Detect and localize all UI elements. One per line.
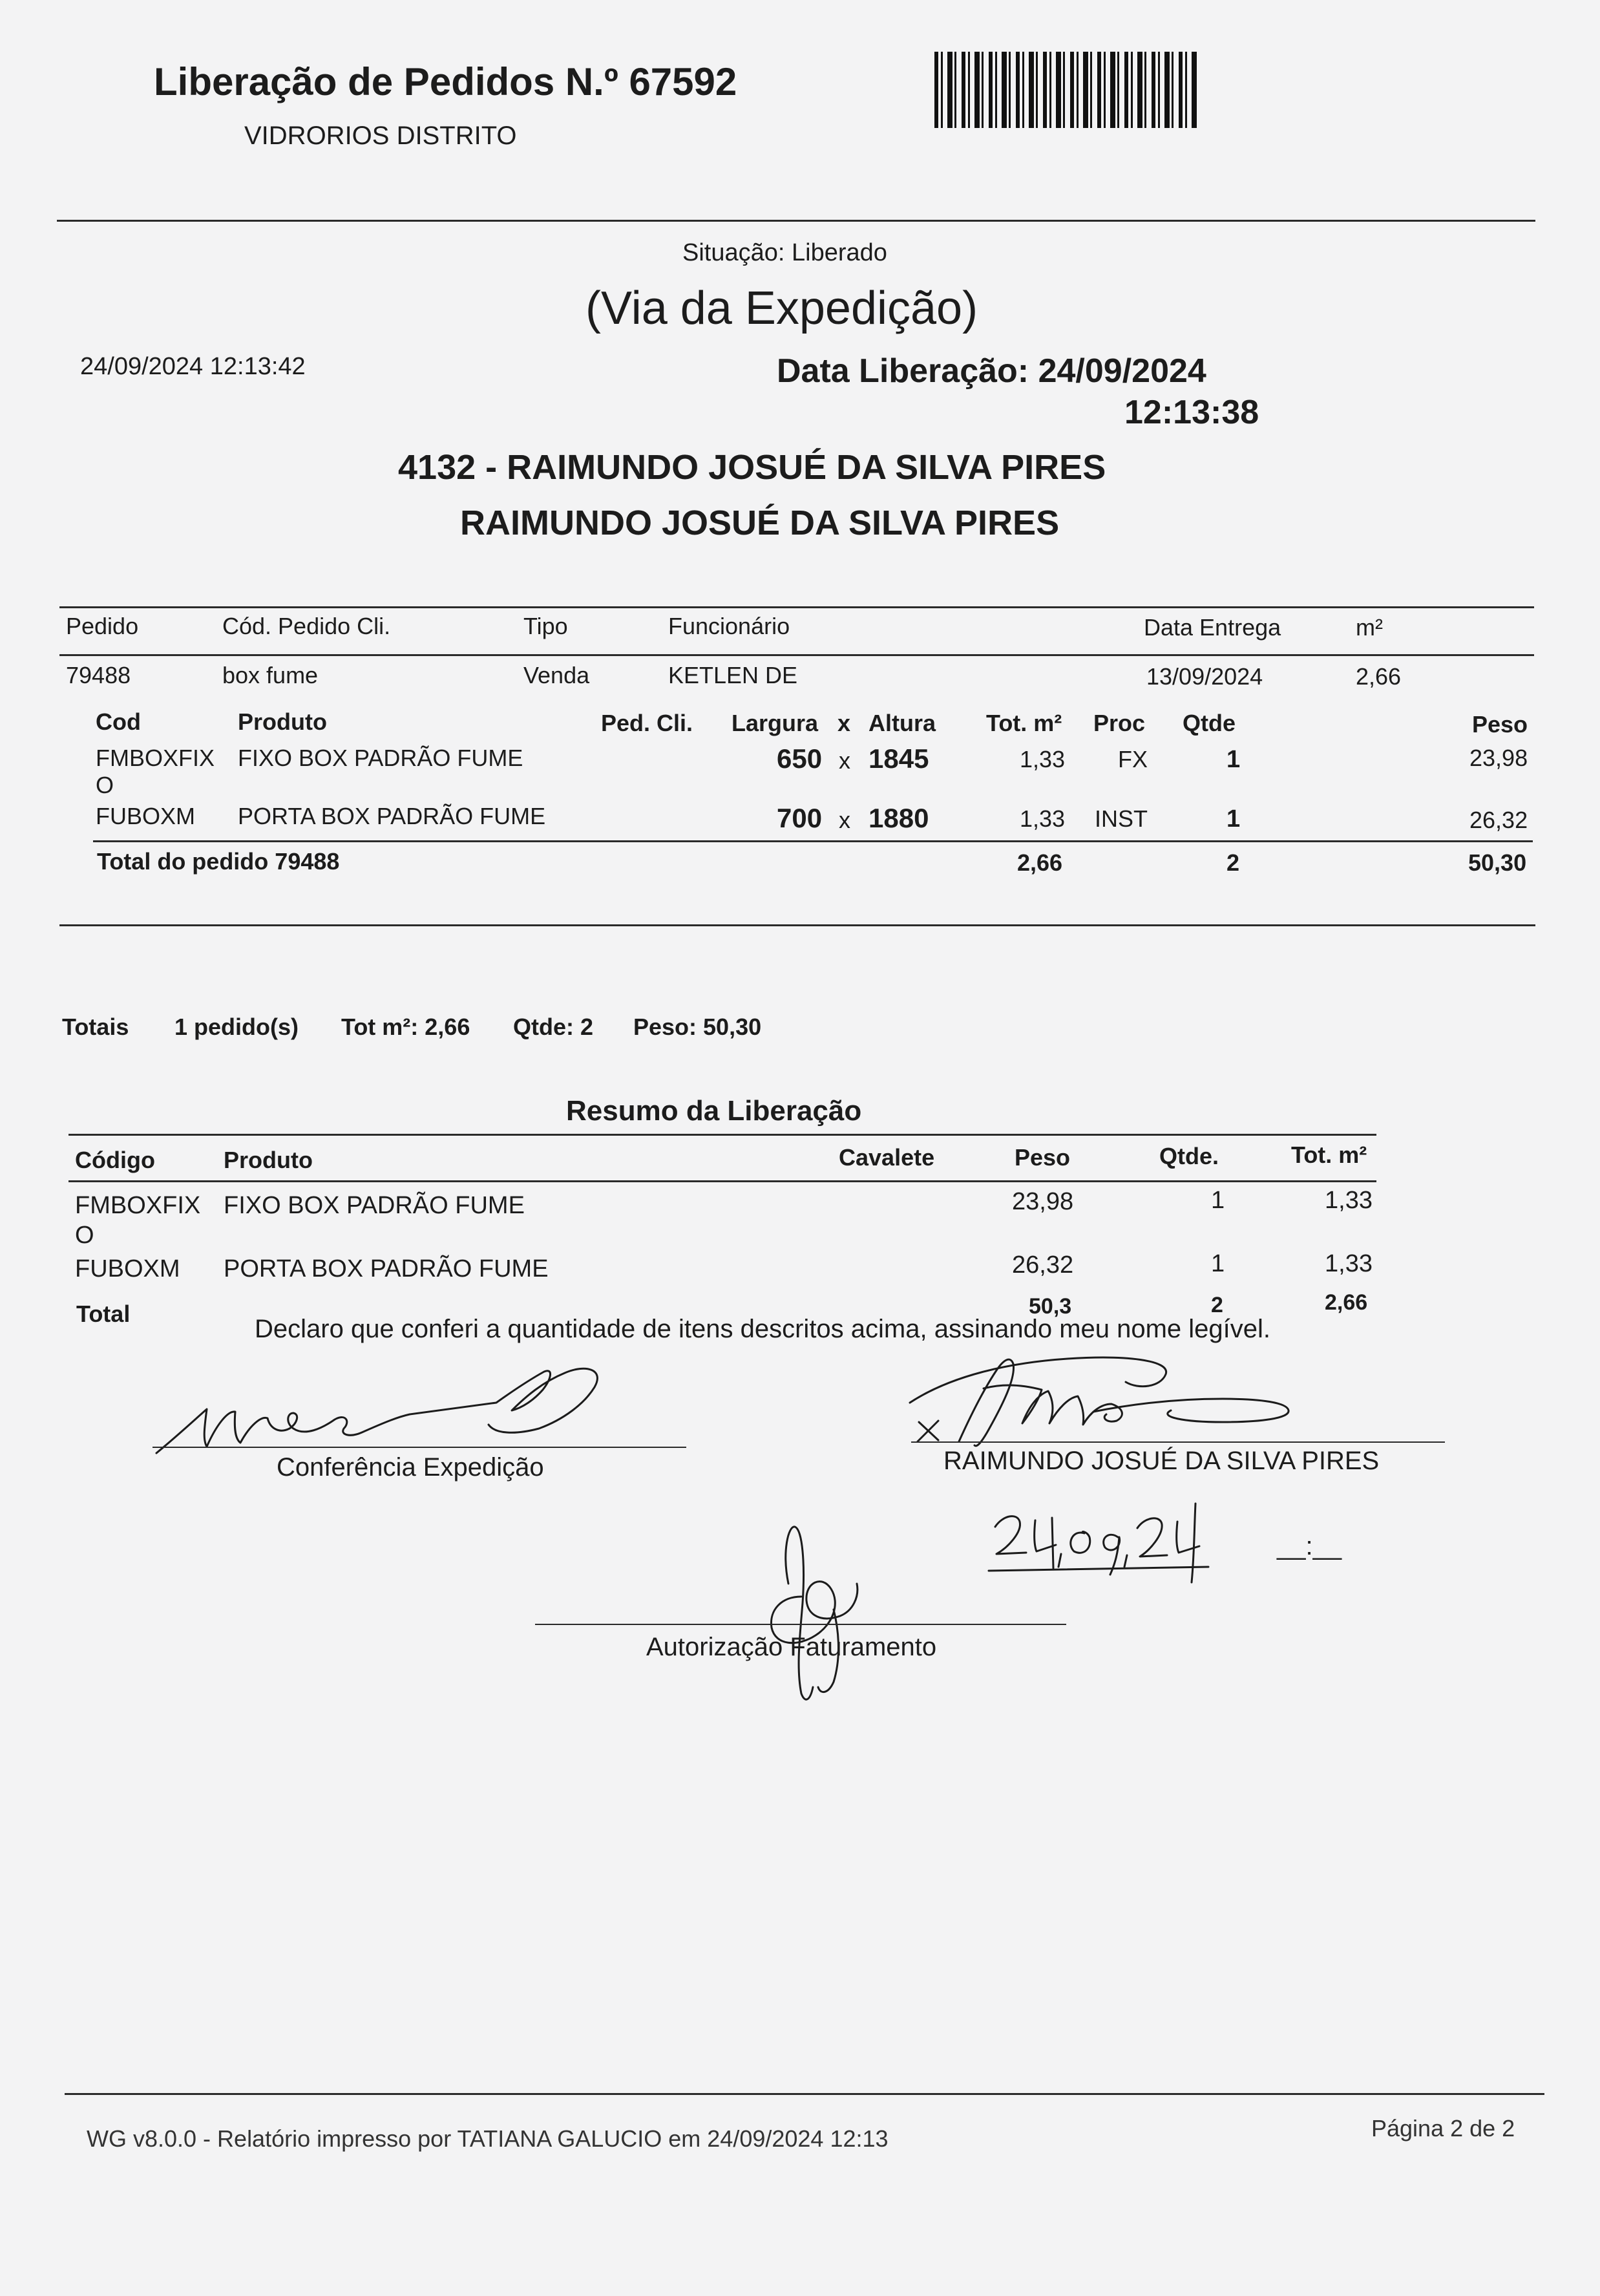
item-1-qtde: 1 <box>1226 746 1241 773</box>
item-2-altura: 1880 <box>868 803 929 833</box>
items-col-qtde: Qtde <box>1183 710 1236 736</box>
header-divider <box>57 220 1535 222</box>
conference-signature-line <box>153 1447 686 1448</box>
item-1-cod: FMBOXFIX <box>96 745 215 771</box>
summary-1-codigo-wrap: O <box>75 1222 94 1249</box>
client-signature <box>900 1345 1300 1461</box>
item-2-peso: 26,32 <box>1469 807 1528 833</box>
order-total-qtde: 2 <box>1226 849 1240 876</box>
summary-title: Resumo da Liberação <box>566 1095 862 1127</box>
totals-qtde: Qtde: 2 <box>513 1014 594 1040</box>
items-col-largura: Largura <box>732 710 819 736</box>
order-pedido: 79488 <box>66 662 131 688</box>
totals-m2: Tot m²: 2,66 <box>341 1014 470 1040</box>
item-2-qtde: 1 <box>1226 805 1241 833</box>
release-time: 12:13:38 <box>1124 394 1259 431</box>
release-date: Data Liberação: 24/09/2024 <box>777 352 1206 390</box>
client-line-1: 4132 - RAIMUNDO JOSUÉ DA SILVA PIRES <box>398 448 1106 487</box>
item-1-produto: FIXO BOX PADRÃO FUME <box>238 745 523 771</box>
order-m2: 2,66 <box>1356 663 1402 690</box>
item-2-tot-m2: 1,33 <box>1020 805 1066 832</box>
items-col-ped-cli: Ped. Cli. <box>601 710 693 736</box>
item-1-largura: 650 <box>777 743 823 774</box>
order-data-entrega: 13/09/2024 <box>1146 663 1263 690</box>
items-col-x: x <box>837 710 851 736</box>
items-col-tot-m2: Tot. m² <box>986 710 1062 736</box>
client-name-label: RAIMUNDO JOSUÉ DA SILVA PIRES <box>943 1447 1380 1475</box>
summary-total-qtde: 2 <box>1211 1293 1223 1317</box>
items-bottom-rule <box>59 924 1535 926</box>
item-1-tot-m2: 1,33 <box>1020 746 1066 772</box>
item-1-proc: FX <box>1118 746 1148 772</box>
order-total-label: Total do pedido 79488 <box>97 848 340 875</box>
totals-peso: Peso: 50,30 <box>633 1014 762 1040</box>
summary-col-cavalete: Cavalete <box>839 1144 935 1171</box>
via-label: (Via da Expedição) <box>585 282 978 334</box>
summary-2-qtde: 1 <box>1211 1250 1225 1277</box>
items-col-peso: Peso <box>1472 711 1528 738</box>
col-data-entrega: Data Entrega <box>1144 614 1281 641</box>
summary-total-peso: 50,3 <box>1029 1294 1072 1319</box>
col-m2: m² <box>1356 614 1383 641</box>
order-total-m2: 2,66 <box>1017 849 1063 876</box>
document-title: Liberação de Pedidos N.º 67592 <box>154 60 737 103</box>
items-col-altura: Altura <box>868 710 936 736</box>
col-pedido: Pedido <box>66 613 139 639</box>
summary-col-produto: Produto <box>224 1147 313 1173</box>
item-1-altura: 1845 <box>868 743 929 774</box>
summary-2-tot: 1,33 <box>1325 1250 1373 1277</box>
order-tipo: Venda <box>523 662 590 688</box>
conference-signature <box>153 1364 682 1454</box>
summary-header-rule <box>68 1180 1376 1182</box>
items-col-proc: Proc <box>1093 710 1146 736</box>
col-tipo: Tipo <box>523 613 568 639</box>
order-cod-cli: box fume <box>222 662 319 688</box>
barcode <box>934 52 1198 128</box>
item-2-produto: PORTA BOX PADRÃO FUME <box>238 803 546 829</box>
item-2-x: x <box>839 807 850 833</box>
summary-2-peso: 26,32 <box>1012 1251 1074 1279</box>
item-1-x: x <box>839 747 850 774</box>
order-table-header-rule <box>59 654 1534 656</box>
authorization-signature <box>743 1513 885 1706</box>
authorization-signature-line <box>535 1624 1066 1625</box>
conference-label: Conferência Expedição <box>277 1453 544 1482</box>
item-2-cod: FUBOXM <box>96 803 196 829</box>
order-table-top-rule <box>59 606 1534 608</box>
handwritten-date <box>989 1492 1299 1582</box>
summary-total-label: Total <box>76 1301 131 1327</box>
summary-2-produto: PORTA BOX PADRÃO FUME <box>224 1255 549 1282</box>
item-2-proc: INST <box>1095 805 1148 832</box>
summary-col-qtde: Qtde. <box>1159 1143 1219 1169</box>
status-text: Situação: Liberado <box>682 239 887 266</box>
summary-col-codigo: Código <box>75 1147 155 1173</box>
order-total-peso: 50,30 <box>1468 849 1527 876</box>
totals-pedidos: 1 pedido(s) <box>174 1014 299 1040</box>
client-line-2: RAIMUNDO JOSUÉ DA SILVA PIRES <box>460 504 1060 542</box>
summary-1-peso: 23,98 <box>1012 1188 1074 1215</box>
summary-1-tot: 1,33 <box>1325 1187 1373 1214</box>
col-cod-pedido-cli: Cód. Pedido Cli. <box>222 613 391 639</box>
authorization-label: Autorização Faturamento <box>646 1633 937 1661</box>
summary-2-codigo: FUBOXM <box>75 1255 180 1282</box>
items-col-produto: Produto <box>238 708 327 735</box>
summary-col-tot-m2: Tot. m² <box>1291 1142 1367 1168</box>
time-blank: __:__ <box>1277 1532 1342 1560</box>
items-total-rule <box>93 840 1533 842</box>
summary-top-rule <box>68 1134 1376 1136</box>
item-1-cod-wrap: O <box>96 772 114 798</box>
summary-1-produto: FIXO BOX PADRÃO FUME <box>224 1192 525 1219</box>
summary-1-qtde: 1 <box>1211 1187 1225 1214</box>
item-1-peso: 23,98 <box>1469 745 1528 771</box>
summary-col-peso: Peso <box>1015 1144 1071 1171</box>
order-funcionario: KETLEN DE <box>668 662 798 688</box>
summary-1-codigo: FMBOXFIX <box>75 1192 201 1219</box>
summary-total-tot: 2,66 <box>1325 1290 1368 1315</box>
client-signature-line <box>911 1441 1445 1443</box>
company-name: VIDRORIOS DISTRITO <box>244 122 517 150</box>
footer-page-number: Página 2 de 2 <box>1371 2115 1515 2142</box>
footer-printed-by: WG v8.0.0 - Relatório impresso por TATIANA GALUCIO em 24/09/2024 12:13 <box>87 2125 889 2152</box>
col-funcionario: Funcionário <box>668 613 790 639</box>
totals-label: Totais <box>62 1014 129 1040</box>
footer-rule <box>65 2093 1544 2095</box>
printed-datetime: 24/09/2024 12:13:42 <box>80 353 306 380</box>
declaration-text: Declaro que conferi a quantidade de itens descritos acima, assinando meu nome legível. <box>255 1315 1271 1343</box>
item-2-largura: 700 <box>777 803 823 833</box>
items-col-cod: Cod <box>96 708 141 735</box>
